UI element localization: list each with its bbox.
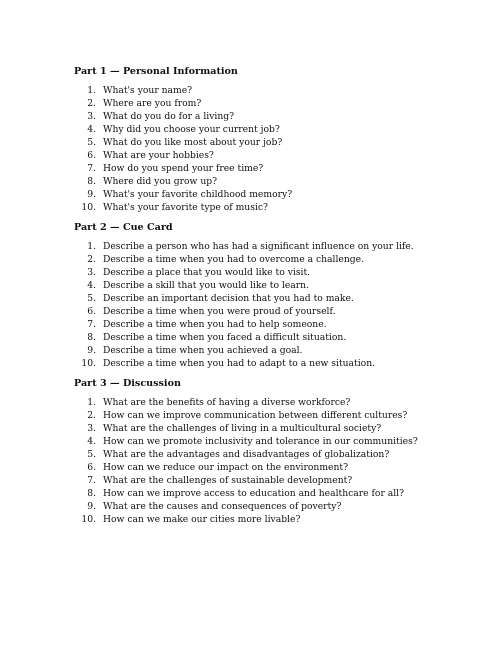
list-item — [74, 97, 484, 110]
item-text: Describe a skill that you would like to learn. — [103, 280, 309, 291]
item-number: 3. — [87, 267, 96, 278]
list-item — [74, 344, 484, 357]
item-number: 2. — [87, 98, 96, 109]
item-number: 10. — [81, 202, 96, 213]
item-number: 3. — [87, 111, 96, 122]
item-number: 10. — [81, 514, 96, 525]
item-text: What's your favorite type of music? — [103, 202, 268, 213]
item-text: What are the benefits of having a diverse workforce? — [103, 397, 351, 408]
item-number: 6. — [87, 306, 96, 317]
list-item — [74, 162, 484, 175]
section-heading: Part 2 — Cue Card — [74, 222, 173, 233]
item-text: Describe an important decision that you had to make. — [103, 293, 354, 304]
item-number: 6. — [87, 150, 96, 161]
item-number: 8. — [87, 176, 96, 187]
item-text: What are the challenges of sustainable development? — [103, 475, 353, 486]
list-item — [74, 136, 484, 149]
question-list — [74, 84, 484, 214]
item-number: 9. — [87, 345, 96, 356]
question-list — [74, 396, 484, 526]
item-text: Describe a place that you would like to visit. — [103, 267, 311, 278]
list-item — [74, 474, 484, 487]
list-item — [74, 253, 484, 266]
item-text: Describe a time when you had to help someone. — [103, 319, 327, 330]
list-item — [74, 305, 484, 318]
list-item — [74, 422, 484, 435]
item-text: What do you like most about your job? — [103, 137, 283, 148]
item-text: How can we improve access to education and healthcare for all? — [103, 488, 405, 499]
item-text: Describe a time when you were proud of yourself. — [103, 306, 336, 317]
list-item — [74, 123, 484, 136]
item-number: 8. — [87, 488, 96, 499]
list-item — [74, 292, 484, 305]
item-number: 7. — [87, 163, 96, 174]
item-number: 4. — [87, 436, 96, 447]
list-item — [74, 201, 484, 214]
item-number: 2. — [87, 410, 96, 421]
item-text: How can we reduce our impact on the environment? — [103, 462, 349, 473]
item-number: 2. — [87, 254, 96, 265]
item-text: What's your favorite childhood memory? — [103, 189, 293, 200]
list-item — [74, 448, 484, 461]
item-number: 1. — [87, 397, 96, 408]
item-number: 4. — [87, 124, 96, 135]
section-heading: Part 1 — Personal Information — [74, 66, 238, 77]
list-item — [74, 240, 484, 253]
item-number: 6. — [87, 462, 96, 473]
item-text: Describe a time when you achieved a goal. — [103, 345, 303, 356]
list-item — [74, 149, 484, 162]
item-text: What are the causes and consequences of poverty? — [103, 501, 342, 512]
list-item — [74, 266, 484, 279]
item-number: 7. — [87, 319, 96, 330]
item-text: What do you do for a living? — [103, 111, 235, 122]
list-item — [74, 188, 484, 201]
list-item — [74, 279, 484, 292]
list-item — [74, 318, 484, 331]
item-number: 3. — [87, 423, 96, 434]
section-heading: Part 3 — Discussion — [74, 378, 181, 389]
item-text: What are the advantages and disadvantages of globalization? — [103, 449, 390, 460]
list-item — [74, 487, 484, 500]
section-part-3 — [74, 378, 484, 526]
list-item — [74, 84, 484, 97]
item-text: How can we promote inclusivity and tolerance in our communities? — [103, 436, 418, 447]
item-number: 10. — [81, 358, 96, 369]
item-text: What are your hobbies? — [103, 150, 214, 161]
item-number: 9. — [87, 501, 96, 512]
item-text: What are the challenges of living in a multicultural society? — [103, 423, 382, 434]
item-text: Describe a time when you had to adapt to a new situation. — [103, 358, 376, 369]
item-text: Why did you choose your current job? — [103, 124, 280, 135]
item-text: How can we make our cities more livable? — [103, 514, 301, 525]
list-item — [74, 331, 484, 344]
item-number: 8. — [87, 332, 96, 343]
item-text: Describe a time when you faced a difficult situation. — [103, 332, 347, 343]
section-part-2 — [74, 222, 484, 370]
list-item — [74, 409, 484, 422]
item-number: 5. — [87, 293, 96, 304]
section-part-1 — [74, 66, 484, 214]
list-item — [74, 461, 484, 474]
item-number: 7. — [87, 475, 96, 486]
list-item — [74, 110, 484, 123]
item-number: 1. — [87, 85, 96, 96]
item-text: Describe a time when you had to overcome a challenge. — [103, 254, 364, 265]
item-text: Describe a person who has had a significant influence on your life. — [103, 241, 414, 252]
list-item — [74, 500, 484, 513]
list-item — [74, 175, 484, 188]
item-text: How can we improve communication between different cultures? — [103, 410, 408, 421]
item-text: How do you spend your free time? — [103, 163, 264, 174]
item-text: Where are you from? — [103, 98, 202, 109]
item-text: Where did you grow up? — [103, 176, 218, 187]
item-text: What's your name? — [103, 85, 193, 96]
item-number: 5. — [87, 137, 96, 148]
list-item — [74, 357, 484, 370]
item-number: 4. — [87, 280, 96, 291]
item-number: 9. — [87, 189, 96, 200]
item-number: 5. — [87, 449, 96, 460]
list-item — [74, 396, 484, 409]
list-item — [74, 435, 484, 448]
list-item — [74, 513, 484, 526]
item-number: 1. — [87, 241, 96, 252]
question-list — [74, 240, 484, 370]
